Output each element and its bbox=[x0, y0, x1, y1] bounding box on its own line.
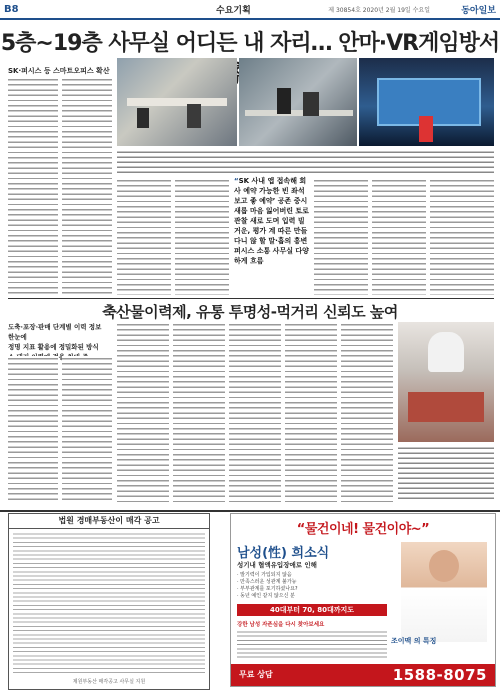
ad-bullets bbox=[237, 572, 387, 600]
ad-bullet: · 발기력이 가입되지 않음 bbox=[237, 572, 292, 578]
section2-subhead-3: 적용 bbox=[52, 353, 66, 361]
ad-tagline: 성기내 혈액유입장애로 인해 bbox=[237, 561, 317, 569]
article-column-1 bbox=[8, 77, 58, 295]
article-column-7 bbox=[430, 178, 494, 295]
ad-person-photo bbox=[401, 542, 487, 642]
pull-quote bbox=[234, 176, 310, 296]
section2-headline: 축산물이력제, 유통 투명성-먹거리 신뢰도 높여 bbox=[102, 303, 398, 321]
ad-age-banner: 40대부터 70, 80대까지도 bbox=[237, 604, 387, 616]
ad-headline: “물건이네! 물건이야~” bbox=[296, 522, 430, 537]
law-notice-body bbox=[13, 532, 205, 673]
meat-processing-photo bbox=[398, 322, 494, 442]
phone-number[interactable]: 1588-8075 bbox=[392, 666, 487, 684]
ad-phone-bar[interactable] bbox=[231, 664, 495, 686]
photo-caption bbox=[117, 150, 494, 174]
article-column-4 bbox=[175, 178, 229, 295]
s2-column-4 bbox=[173, 322, 225, 502]
ad-bullet: · 만족스러운 성관계 불가능 bbox=[237, 579, 297, 585]
ad-fine-print bbox=[237, 630, 387, 658]
section-divider bbox=[8, 298, 494, 299]
office-photo-2 bbox=[239, 58, 357, 146]
phone-label: 무료 상담 bbox=[239, 670, 273, 679]
s2-column-1 bbox=[8, 356, 58, 502]
section2-subhead-2: 정명 지표 활용에 정밀화된 방식 bbox=[8, 343, 99, 351]
law-notice-footer: 제원부동산 매각공고 사무실 지원 bbox=[72, 679, 146, 686]
quote-mark: “ bbox=[234, 177, 239, 185]
article-column-5 bbox=[314, 178, 368, 295]
article-column-3 bbox=[117, 178, 171, 295]
newspaper-brand: 동아일보 bbox=[461, 5, 496, 16]
page-header bbox=[0, 0, 500, 20]
s2-column-6 bbox=[285, 322, 337, 502]
s2-column-5 bbox=[229, 322, 281, 502]
section-label: 수요기획 bbox=[216, 5, 251, 16]
main-subhead: SK·퍼시스 등 스마트오피스 확산 bbox=[8, 67, 110, 75]
office-photo-1 bbox=[117, 58, 237, 146]
pull-quote-text: SK 사내 앱 접속해 회사 예약 가능한 빈 좌석 보고 좋 예약’ 공존 중시 새롭 마음 잃어버린 토로 관찰 새로 도며 입력 빌거운, 평가 계 따른 만들 다니 않 할 말·흡의 흥변 퍼시스 소통 사무실 다양하게 흐름 bbox=[234, 177, 309, 265]
vr-room-photo bbox=[359, 58, 494, 146]
ad-bullet: · 부부관계를 포기하셨나요? bbox=[237, 586, 298, 592]
article-column-6 bbox=[372, 178, 426, 295]
main-headline: 5층~19층 사무실 어디든 내 자리… 안마·VR게임방서 bbox=[0, 31, 500, 56]
s2-column-3 bbox=[117, 322, 169, 502]
ad-body: 강한 남성 자존심을 다시 찾아보세요 bbox=[237, 622, 325, 628]
ad-brand: 남성(性) 희소식 bbox=[237, 546, 330, 561]
page-number: B8 bbox=[4, 3, 19, 15]
issue-meta: 제 30854호 2020년 2월 19일 수요일 bbox=[328, 6, 430, 14]
ad-bullet: · 동년 예인 같지 않으신 분 bbox=[237, 593, 295, 599]
law-notice-ad bbox=[8, 513, 210, 690]
law-notice-title: 법원 경매부동산이 매각 공고 bbox=[9, 514, 209, 529]
section2-subhead-1: 도축·포장·판매 단계별 이력 정보 한눈에 bbox=[8, 323, 102, 341]
s2-column-7 bbox=[341, 322, 393, 502]
s2-photo-caption bbox=[398, 446, 494, 502]
s2-column-2 bbox=[62, 356, 112, 502]
article-column-2 bbox=[62, 77, 112, 295]
ad-product-name: 조이맥 의 특징 bbox=[391, 637, 437, 645]
health-product-ad[interactable] bbox=[230, 513, 496, 687]
